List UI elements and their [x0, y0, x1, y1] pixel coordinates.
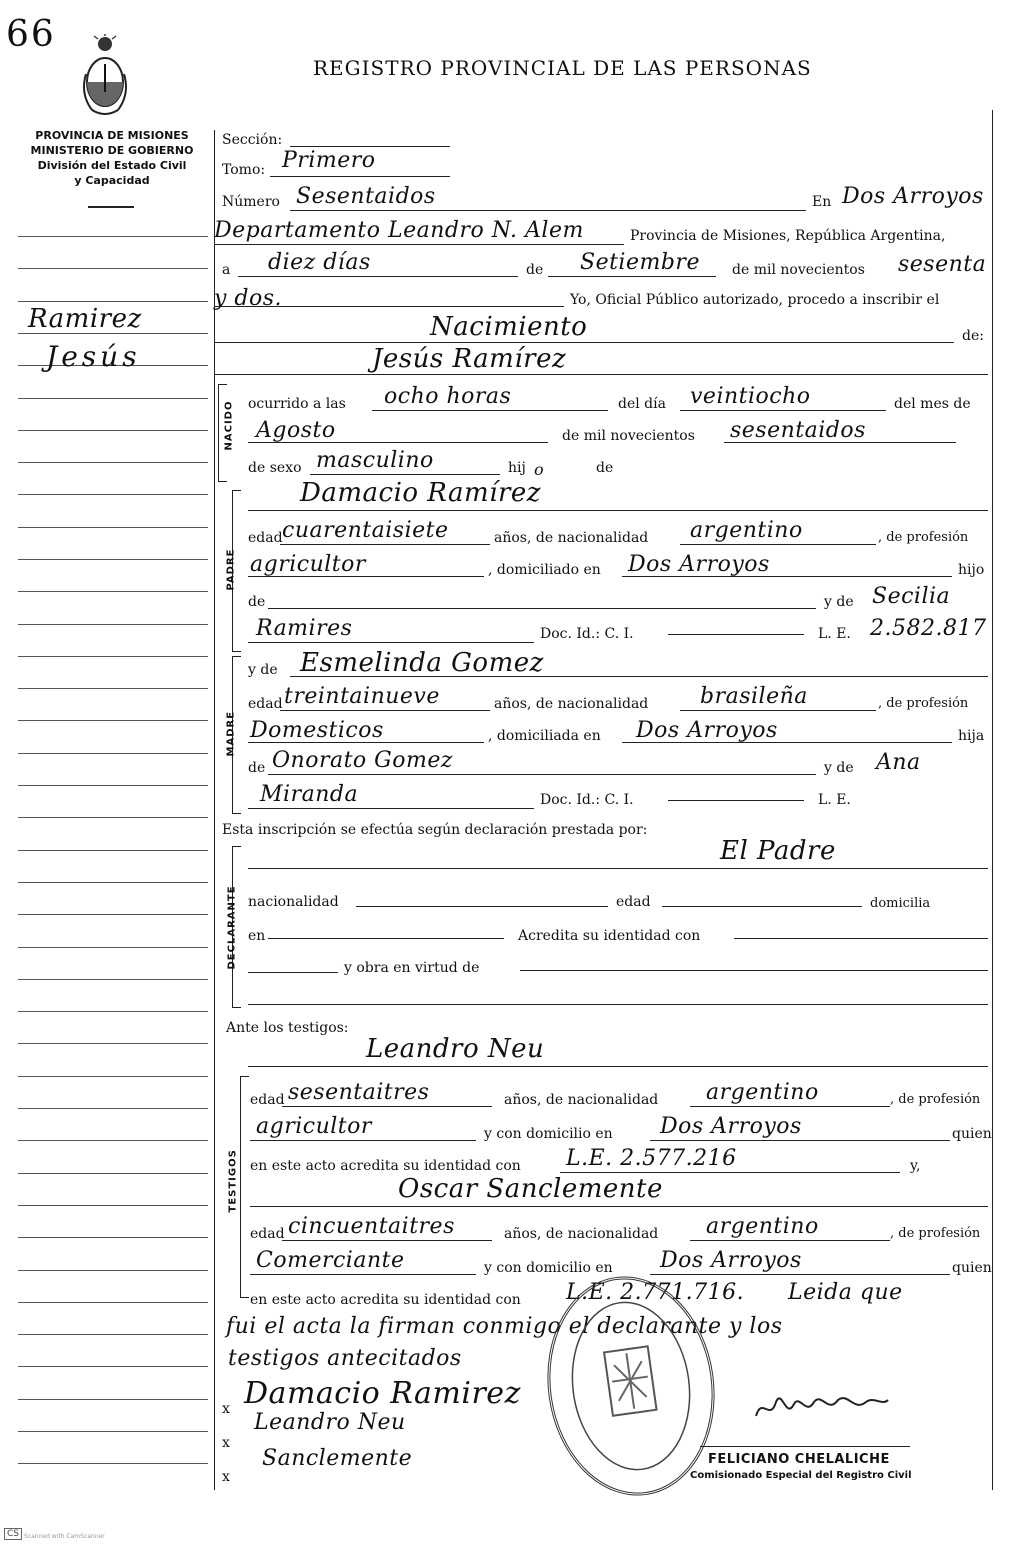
declarante-acredita-label: Acredita su identidad con [518, 928, 701, 944]
testigo1-domicilio-label: y con domicilio en [484, 1126, 613, 1142]
padre-de-label: de [248, 594, 266, 610]
margin-ruled-line [18, 753, 208, 754]
en-value: Dos Arroyos [842, 184, 984, 209]
testigo1-profesion-line [250, 1140, 476, 1141]
margin-ruled-line [18, 1399, 208, 1400]
official-signature-line [700, 1446, 910, 1447]
margin-ruled-line [18, 1302, 208, 1303]
abuela-materna-line [248, 808, 534, 809]
margin-ruled-line [18, 494, 208, 495]
testigo2-nombre: Oscar Sanclemente [398, 1174, 663, 1204]
oficial-label: Yo, Oficial Público autorizado, procedo a inscribir el [570, 292, 940, 308]
madre-domicilio-line [622, 742, 952, 743]
declarante-acredita-line [734, 938, 988, 939]
declarante-section-label: DECLARANTE [226, 885, 238, 970]
margin-ruled-line [18, 850, 208, 851]
padre-le-value: 2.582.817 [870, 616, 987, 641]
anio-nacimiento-value: sesentaidos [730, 418, 866, 443]
official-signature-scribble [752, 1386, 892, 1430]
divider [88, 206, 134, 208]
anio-value-1: sesenta [898, 252, 987, 277]
testigos-intro: Ante los testigos: [226, 1020, 349, 1036]
anio-line [214, 306, 564, 307]
testigo1-doc-value: L.E. 2.577.216 [566, 1146, 737, 1171]
padre-doc-label: Doc. Id.: C. I. [540, 626, 634, 642]
margin-ruled-line [18, 1140, 208, 1141]
madre-domicilio-label: , domiciliada en [488, 728, 601, 744]
org-line: y Capacidad [74, 174, 150, 187]
testigos-bracket [240, 1076, 249, 1298]
padre-le-label: L. E. [818, 626, 851, 642]
margin-ruled-line [18, 1431, 208, 1432]
margin-ruled-line [18, 785, 208, 786]
padre-edad-label: edad [248, 530, 283, 546]
dia-nacimiento-line [680, 410, 886, 411]
declarante-value: El Padre [720, 836, 836, 866]
anio-value-2: y dos. [214, 286, 283, 311]
dia-line [238, 276, 518, 277]
padre-nombre-value: Damacio Ramírez [300, 478, 541, 508]
mes-value: Setiembre [580, 250, 700, 275]
leida-text-3: testigos antecitados [228, 1346, 462, 1371]
signature-testigo1: Leandro Neu [254, 1410, 406, 1435]
madre-section-label: MADRE [225, 710, 237, 757]
signature-marks: x x x [222, 1401, 230, 1485]
madre-edad-value: treintainueve [284, 684, 440, 709]
margin-ruled-line [18, 591, 208, 592]
hijo-de-label: de [596, 460, 614, 476]
de-label: de [526, 262, 544, 278]
margin-ruled-line [18, 301, 208, 302]
margin-note-surname: Ramirez [28, 304, 142, 334]
testigo1-edad-label: edad [250, 1092, 285, 1108]
hijo-label: hij [508, 460, 526, 476]
abuelo-materno-line [268, 774, 816, 775]
padre-doc-line [668, 634, 804, 635]
madre-y-de-label2: y de [824, 760, 854, 776]
margin-ruled-line [18, 1366, 208, 1367]
madre-nacionalidad-line [680, 710, 876, 711]
testigo1-doc-line [560, 1172, 900, 1173]
mes-line [548, 276, 716, 277]
en-label: En [812, 194, 832, 210]
padre-profesion-line [248, 576, 484, 577]
margin-ruled-line [18, 882, 208, 883]
padre-nacionalidad-line [680, 544, 876, 545]
madre-edad-line [280, 710, 490, 711]
testigo2-nacionalidad-value: argentino [706, 1214, 819, 1239]
mes-nacimiento-line [248, 442, 548, 443]
declarante-end-line [248, 1004, 988, 1005]
acto-line [214, 342, 954, 343]
margin-ruled-line [18, 947, 208, 948]
sexo-value: masculino [316, 448, 434, 473]
abuelo-materno-value: Onorato Gomez [272, 748, 453, 773]
testigos-section-label: TESTIGOS [227, 1149, 239, 1213]
de-colon-label: de: [962, 328, 984, 344]
margin-ruled-line [18, 656, 208, 657]
seccion-line [290, 146, 450, 147]
main-vertical-rule [214, 130, 215, 1490]
org-block [14, 128, 210, 188]
padre-profesion-label: , de profesión [878, 530, 969, 545]
madre-hija-label: hija [958, 728, 985, 744]
madre-nombre-value: Esmelinda Gomez [300, 648, 544, 678]
testigo2-edad-label: edad [250, 1226, 285, 1242]
margin-ruled-line [18, 268, 208, 269]
scanner-watermark: Scanned with CamScanner [24, 1533, 105, 1540]
sexo-line [310, 474, 500, 475]
a-label: a [222, 262, 231, 278]
margin-ruled-line [18, 914, 208, 915]
madre-profesion-label: , de profesión [878, 696, 969, 711]
dia-value: diez días [268, 250, 371, 275]
abuela-materna-2: Miranda [260, 782, 359, 807]
testigo2-domicilio-label: y con domicilio en [484, 1260, 613, 1276]
del-dia-label: del día [618, 396, 666, 412]
margin-ruled-line [18, 1463, 208, 1464]
madre-nacionalidad-value: brasileña [700, 684, 808, 709]
testigo2-edad-line [282, 1240, 492, 1241]
padre-domicilio-line [622, 576, 952, 577]
right-vertical-rule [992, 110, 993, 1490]
madre-doc-label: Doc. Id.: C. I. [540, 792, 634, 808]
del-mes-label: del mes de [894, 396, 971, 412]
madre-doc-line [668, 800, 804, 801]
tomo-label: Tomo: [222, 162, 266, 178]
madre-de-label: de [248, 760, 266, 776]
sexo-label: de sexo [248, 460, 302, 476]
seccion-label: Sección: [222, 132, 283, 148]
madre-nombre-line [290, 676, 988, 677]
margin-ruled-line [18, 559, 208, 560]
margin-ruled-line [18, 527, 208, 528]
numero-line [290, 210, 806, 211]
testigo2-nombre-line [250, 1206, 988, 1207]
declarante-nacionalidad-label: nacionalidad [248, 894, 339, 910]
margin-ruled-line [18, 398, 208, 399]
testigo2-edad-value: cincuentaitres [288, 1214, 455, 1239]
ocurrido-label: ocurrido a las [248, 396, 346, 412]
abuela-paterna-line [248, 642, 534, 643]
madre-edad-label: edad [248, 696, 283, 712]
padre-de-line [268, 608, 816, 609]
padre-nacionalidad-value: argentino [690, 518, 803, 543]
margin-ruled-line [18, 817, 208, 818]
margin-ruled-line [18, 1043, 208, 1044]
testigo1-edad-line [282, 1106, 492, 1107]
org-line: MINISTERIO DE GOBIERNO [30, 144, 194, 157]
padre-nombre-line [248, 510, 988, 511]
mes-nacimiento-value: Agosto [256, 418, 336, 443]
margin-ruled-line [18, 1205, 208, 1206]
margin-ruled-line [18, 624, 208, 625]
madre-anios-label: años, de nacionalidad [494, 696, 649, 712]
testigo2-anios-label: años, de nacionalidad [504, 1226, 659, 1242]
testigo1-anios-label: años, de nacionalidad [504, 1092, 659, 1108]
testigo1-nacionalidad-line [690, 1106, 890, 1107]
testigo1-edad-value: sesentaitres [288, 1080, 430, 1105]
nombre-value: Jesús Ramírez [372, 344, 567, 374]
margin-ruled-line [18, 430, 208, 431]
testigo1-nombre-line [248, 1066, 988, 1067]
margin-ruled-line [18, 1108, 208, 1109]
anio-nacimiento-label: de mil novecientos [562, 428, 695, 444]
testigo2-profesion-line [250, 1274, 476, 1275]
madre-profesion-line [248, 742, 484, 743]
hora-line [372, 410, 608, 411]
testigo2-domicilio-value: Dos Arroyos [660, 1248, 802, 1273]
coat-of-arms-emblem [78, 34, 132, 124]
leida-text-1: Leida que [788, 1280, 903, 1305]
padre-profesion-value: agricultor [250, 552, 366, 577]
testigo1-domicilio-line [650, 1140, 950, 1141]
padre-hijo-label: hijo [958, 562, 985, 578]
padre-edad-line [280, 544, 490, 545]
madre-profesion-value: Domesticos [250, 718, 384, 743]
testigo2-nacionalidad-line [690, 1240, 890, 1241]
declarante-obra-line-1 [248, 972, 338, 973]
declarante-nacionalidad-line [356, 906, 608, 907]
padre-domicilio-value: Dos Arroyos [628, 552, 770, 577]
padre-anios-label: años, de nacionalidad [494, 530, 649, 546]
hijo-value: o [534, 460, 544, 479]
testigo1-nombre: Leandro Neu [366, 1034, 545, 1064]
testigo2-profesion-value: Comerciante [256, 1248, 405, 1273]
abuela-paterna-2: Ramires [256, 616, 353, 641]
departamento-value: Departamento Leandro N. Alem [214, 218, 584, 243]
madre-le-label: L. E. [818, 792, 851, 808]
abuela-paterna-1: Secilia [872, 584, 951, 609]
margin-ruled-line [18, 236, 208, 237]
camscanner-logo: CS [4, 1528, 22, 1540]
testigo2-acredita-label: en este acto acredita su identidad con [250, 1292, 521, 1308]
tomo-value: Primero [282, 148, 376, 173]
official-title: Comisionado Especial del Registro Civil [690, 1470, 912, 1481]
abuela-materna-1: Ana [876, 750, 921, 775]
declarante-en-label: en [248, 928, 266, 944]
declarante-domicilio-label: domicilia [870, 896, 931, 911]
madre-domicilio-value: Dos Arroyos [636, 718, 778, 743]
declarante-edad-line [662, 906, 862, 907]
testigo2-doc-value: L.E. 2.771.716. [566, 1280, 745, 1305]
signature-padre: Damacio Ramirez [244, 1376, 521, 1411]
testigo1-nacionalidad-value: argentino [706, 1080, 819, 1105]
testigo1-quien-label: quien [952, 1126, 992, 1142]
margin-note-name: Jesús [46, 340, 141, 373]
page-number: 66 [6, 14, 56, 55]
acto-value: Nacimiento [430, 312, 588, 342]
tomo-line [270, 176, 450, 177]
margin-ruled-line [18, 1076, 208, 1077]
nacido-section-label: NACIDO [223, 400, 235, 451]
org-line: PROVINCIA DE MISIONES [35, 129, 189, 142]
declarante-obra-line-2 [520, 970, 988, 971]
testigo1-acredita-label: en este acto acredita su identidad con [250, 1158, 521, 1174]
margin-ruled-line [18, 1270, 208, 1271]
margin-ruled-line [18, 462, 208, 463]
margin-ruled-line [18, 1334, 208, 1335]
margin-ruled-line [18, 1173, 208, 1174]
declarante-line [248, 868, 988, 869]
leida-text-2: fui el acta la firman conmigo el declarante y los [226, 1314, 783, 1339]
provincia-label: Provincia de Misiones, República Argentina, [630, 228, 946, 244]
anio-nacimiento-line [724, 442, 956, 443]
margin-ruled-line [18, 979, 208, 980]
margin-ruled-line [18, 1011, 208, 1012]
hora-value: ocho horas [384, 384, 512, 409]
madre-y-de-label: y de [248, 662, 278, 678]
departamento-line [214, 244, 624, 245]
testigo2-profesion-label: , de profesión [890, 1226, 981, 1241]
testigo1-y-label: y, [910, 1158, 921, 1174]
padre-section-label: PADRE [225, 548, 237, 591]
declarante-obra-label: y obra en virtud de [344, 960, 480, 976]
declarante-intro: Esta inscripción se efectúa según declaración prestada por: [222, 822, 648, 838]
numero-value: Sesentaidos [296, 184, 436, 209]
testigo1-profesion-label: , de profesión [890, 1092, 981, 1107]
org-line: División del Estado Civil [37, 159, 187, 172]
testigo1-domicilio-value: Dos Arroyos [660, 1114, 802, 1139]
signature-testigo2: Sanclemente [262, 1446, 413, 1471]
padre-y-de-label: y de [824, 594, 854, 610]
nombre-line [214, 374, 988, 375]
page-title: REGISTRO PROVINCIAL DE LAS PERSONAS [313, 56, 812, 80]
mil-label: de mil novecientos [732, 262, 865, 278]
margin-ruled-line [18, 720, 208, 721]
dia-nacimiento-value: veintiocho [690, 384, 811, 409]
testigo1-profesion-value: agricultor [256, 1114, 372, 1139]
declarante-en-line [268, 938, 504, 939]
official-name: FELICIANO CHELALICHE [708, 1452, 890, 1467]
margin-ruled-line [18, 1237, 208, 1238]
padre-edad-value: cuarentaisiete [282, 518, 449, 543]
numero-label: Número [222, 194, 280, 210]
declarante-edad-label: edad [616, 894, 651, 910]
padre-domicilio-label: , domiciliado en [488, 562, 601, 578]
margin-ruled-line [18, 688, 208, 689]
testigo2-quien-label: quien [952, 1260, 992, 1276]
